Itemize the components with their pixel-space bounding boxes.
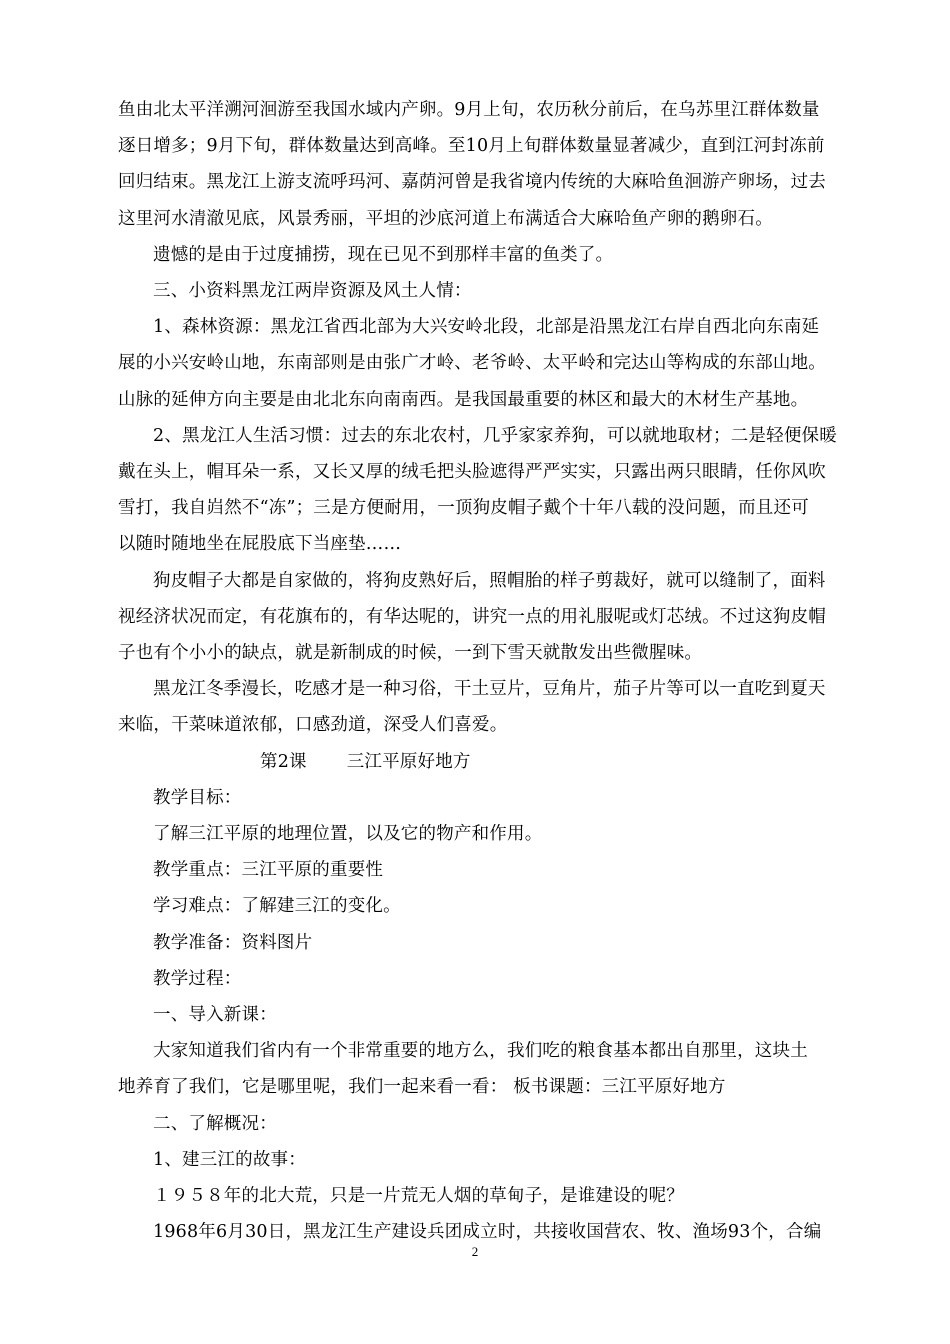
- paragraph-line: 这里河水清澈见底，风景秀丽，平坦的沙底河道上布满适合大麻哈鱼产卵的鹅卵石。: [118, 208, 773, 229]
- paragraph-line: 狗皮帽子大都是自家做的，将狗皮熟好后，照帽胎的样子剪裁好，就可以缝制了，面料: [153, 570, 826, 591]
- paragraph-line: 来临，干菜味道浓郁，口感劲道，深受人们喜爱。: [118, 715, 508, 736]
- paragraph-line: 1968年6月30日，黑龙江生产建设兵团成立时，共接收国营农、牧、渔场93个，合编: [153, 1222, 822, 1243]
- paragraph-line: 二、了解概况：: [153, 1113, 277, 1134]
- paragraph-line: 戴在头上，帽耳朵一系，又长又厚的绒毛把头脸遮得严严实实，只露出两只眼睛，任你风吹: [118, 462, 826, 483]
- paragraph-line: 一、导入新课：: [153, 1005, 277, 1026]
- lesson-name: 三江平原好地方: [346, 751, 471, 772]
- paragraph-line: 子也有个小小的缺点，就是新制成的时候，一到下雪天就散发出些微腥味。: [118, 643, 703, 664]
- paragraph-line: 山脉的延伸方向主要是由北北东向南南西。是我国最重要的林区和最大的木材生产基地。: [118, 389, 809, 410]
- paragraph-line: 遗憾的是由于过度捕捞，现在已见不到那样丰富的鱼类了。: [153, 244, 614, 265]
- document-body: [118, 92, 853, 1251]
- paragraph-line: 以随时随地坐在屁股底下当座垫……: [118, 534, 402, 555]
- paragraph-line: 鱼由北太平洋溯河洄游至我国水域内产卵。9月上旬，农历秋分前后，在乌苏里江群体数量: [118, 100, 820, 120]
- paragraph-line: 大家知道我们省内有一个非常重要的地方么，我们吃的粮食基本都出自那里，这块土: [153, 1041, 808, 1062]
- paragraph-line: 雪打，我自岿然不“冻”；三是方便耐用，一顶狗皮帽子戴个十年八载的没问题，而且还可: [118, 498, 809, 519]
- text-block-lesson: [118, 780, 853, 1251]
- paragraph-line: 教学目标：: [153, 787, 242, 808]
- paragraph-line: 教学过程：: [153, 968, 242, 989]
- paragraph-line: 展的小兴安岭山地，东南部则是由张广才岭、老爷岭、太平岭和完达山等构成的东部山地。: [118, 353, 826, 374]
- paragraph-line: 视经济状况而定，有花旗布的，有华达呢的，讲究一点的用礼服呢或灯芯绒。不过这狗皮帽: [118, 606, 826, 627]
- lesson-number: 第2课: [260, 751, 307, 772]
- paragraph-line: 地养育了我们，它是哪里呢，我们一起来看一看： 板书课题：三江平原好地方: [118, 1077, 726, 1098]
- paragraph-line: 教学准备：资料图片: [153, 932, 313, 953]
- paragraph-line: 了解三江平原的地理位置，以及它的物产和作用。: [153, 824, 543, 845]
- paragraph-line: 学习难点：了解建三江的变化。: [153, 896, 401, 917]
- lesson-title: [118, 744, 853, 780]
- page-number: 2: [471, 1244, 479, 1259]
- paragraph-line: 回归结束。黑龙江上游支流呼玛河、嘉荫河曾是我省境内传统的大麻哈鱼洄游产卵场，过去: [118, 172, 826, 193]
- paragraph-line: 2、黑龙江人生活习惯：过去的东北农村，几乎家家养狗，可以就地取材；二是轻便保暖: [153, 425, 837, 446]
- text-block-resources: [118, 92, 853, 744]
- paragraph-line: 逐日增多；9月下旬，群体数量达到高峰。至10月上旬群体数量显著减少，直到江河封冻前: [118, 136, 825, 157]
- paragraph-line: １９５８年的北大荒，只是一片荒无人烟的草甸子，是谁建设的呢？: [153, 1186, 684, 1207]
- paragraph-line: 1、森林资源：黑龙江省西北部为大兴安岭北段，北部是沿黑龙江右岸自西北向东南延: [153, 317, 820, 338]
- paragraph-line: 教学重点：三江平原的重要性: [153, 860, 384, 881]
- paragraph-line: 黑龙江冬季漫长，吃感才是一种习俗，干土豆片，豆角片，茄子片等可以一直吃到夏天: [153, 679, 826, 700]
- paragraph-line: 三、小资料黑龙江两岸资源及风土人情：: [153, 281, 472, 302]
- paragraph-line: 1、建三江的故事：: [153, 1149, 306, 1170]
